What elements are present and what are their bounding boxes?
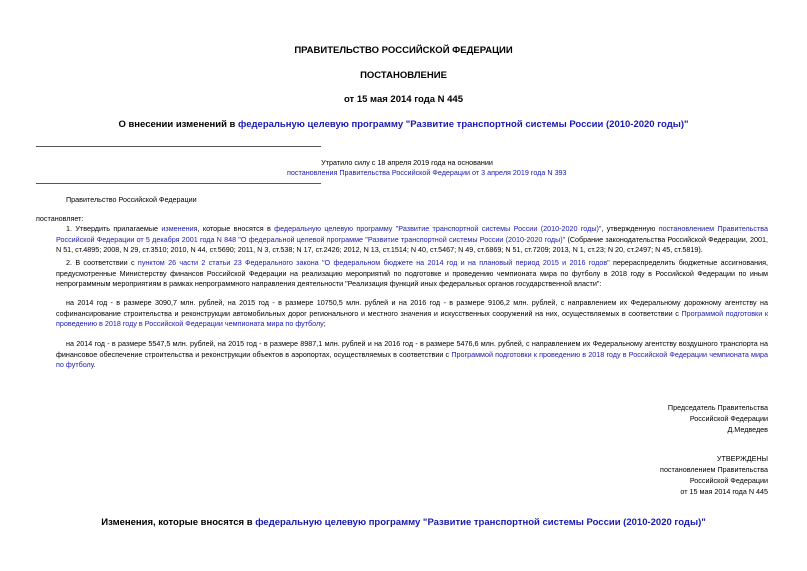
paragraph-4: на 2014 год - в размере 5547,5 млн. рублей, на 2015 год - в размере 8987,1 млн. рублей и на 2016 год - в размере 5476,6 млн. рублей, с направлением их Федеральному агентству воздушного транспорта на финансовое обеспечение строительства и реконструкции объектов в аэропортах, осуществляемых в соответствии с Программой подготовки к проведению в 2018 году в Российской Федерации чемпионата мира по футболу. — [56, 339, 768, 370]
signature-block — [668, 402, 768, 435]
approval-date: от 15 мая 2014 года N 445 — [680, 487, 768, 496]
title-program-link[interactable]: федеральную целевую программу "Развитие транспортной системы России (2010-2020 годы)" — [238, 119, 689, 130]
repeal-notice — [287, 158, 567, 178]
divider-top — [36, 146, 321, 147]
repeal-notice-text: Утратило силу с 18 апреля 2019 года на основании — [321, 158, 493, 167]
approval-by: постановлением Правительства — [660, 465, 768, 474]
document-date-number: от 15 мая 2014 года N 445 — [343, 94, 464, 105]
divider-bottom — [36, 183, 321, 184]
signature-org: Российской Федерации — [689, 414, 768, 423]
changes-heading-prefix: Изменения, которые вносятся в — [101, 517, 256, 528]
approval-block — [660, 453, 768, 497]
signature-title: Председатель Правительства — [667, 403, 768, 412]
repeal-decree-link[interactable]: постановления Правительства Российской Федерации от 3 апреля 2019 года N 393 — [287, 168, 567, 177]
changes-link[interactable]: изменения — [161, 224, 198, 233]
document-type: ПОСТАНОВЛЕНИЕ — [360, 70, 447, 81]
government-heading: ПРАВИТЕЛЬСТВО РОССИЙСКОЙ ФЕДЕРАЦИИ — [294, 45, 513, 56]
document-title — [0, 119, 807, 130]
paragraph-1: 1. Утвердить прилагаемые изменения, которые вносятся в федеральную целевую программу "Развитие транспортной системы России (2010-2020 годы)", утвержденную постановлением Правительства Российской Федерации от 5 декабря 2001 года N 848 "О федеральной целевой программе "Развитие транспортной системы России (2010-2020 годы)" (Собрание законодательства Российской Федерации, 2001, N 51, ст.4895; 2008, N 29, ст.3510; 2010, N 44, ст.5690; 2011, N 3, ст.538; N 17, ст.2426; 2012, N 13, ст.1514; N 40, ст.5467; N 49, ст.6869; N 51, ст.7209; 2013, N 1, ст.23; N 20, ст.2497; N 45, ст.5819). — [56, 224, 769, 255]
signature-name: Д.Медведев — [727, 425, 768, 434]
approval-heading: УТВЕРЖДЕНЫ — [716, 454, 768, 463]
government-line: Правительство Российской Федерации — [66, 195, 197, 204]
paragraph-2: 2. В соответствии с пунктом 26 части 2 статьи 23 Федерального закона "О федеральном бюджете на 2014 год и на плановый период 2015 и 2016 годов" перераспределить бюджетные ассигнования, предусмотренные Министерству финансов Российской Федерации на реализацию мероприятий по подготовке и проведению чемпионата мира по футболу в 2018 году в Российской Федерации по иным непрограммным мероприятиям в рамках непрограммного направления деятельности "Реализация функций иных федеральных органов государственной власти": — [56, 258, 768, 289]
title-prefix: О внесении изменений в — [118, 119, 239, 130]
program-link[interactable]: федеральную целевую программу "Развитие транспортной системы России (2010-2020 годы)" — [274, 224, 602, 233]
worldcup-program-link-2[interactable]: Программой подготовки к проведению в 2018 году в Российской Федерации чемпионата мира по футболу — [56, 349, 768, 370]
changes-heading — [0, 517, 807, 528]
decree-848-link[interactable]: постановлением Правительства Российской Федерации от 5 декабря 2001 года N 848 "О федеральной целевой программе "Развитие транспортной системы России (2010-2020 годы)" — [56, 224, 769, 244]
approval-org: Российской Федерации — [689, 476, 768, 485]
decrees-word: постановляет: — [36, 214, 84, 223]
worldcup-program-link-1[interactable]: Программой подготовки к проведению в 2018 году в Российской Федерации чемпионата мира по футболу — [56, 308, 768, 329]
paragraph-3: на 2014 год - в размере 3090,7 млн. рублей, на 2015 год - в размере 10750,5 млн. рублей и на 2016 год - в размере 9106,2 млн. рублей, с направлением их Федеральному дорожному агентству на софинансирование строительства и реконструкции автомобильных дорог регионального и местного значения и искусственных сооружений на них, осуществляемых в соответствии с Программой подготовки к проведению в 2018 году в Российской Федерации чемпионата мира по футболу; — [56, 298, 768, 329]
budget-law-link[interactable]: пунктом 26 части 2 статьи 23 Федерального закона "О федеральном бюджете на 2014 год и на плановый период 2015 и 2016 годов" — [137, 258, 610, 267]
changes-heading-program-link[interactable]: федеральную целевую программу "Развитие транспортной системы России (2010-2020 годы)" — [255, 517, 706, 528]
